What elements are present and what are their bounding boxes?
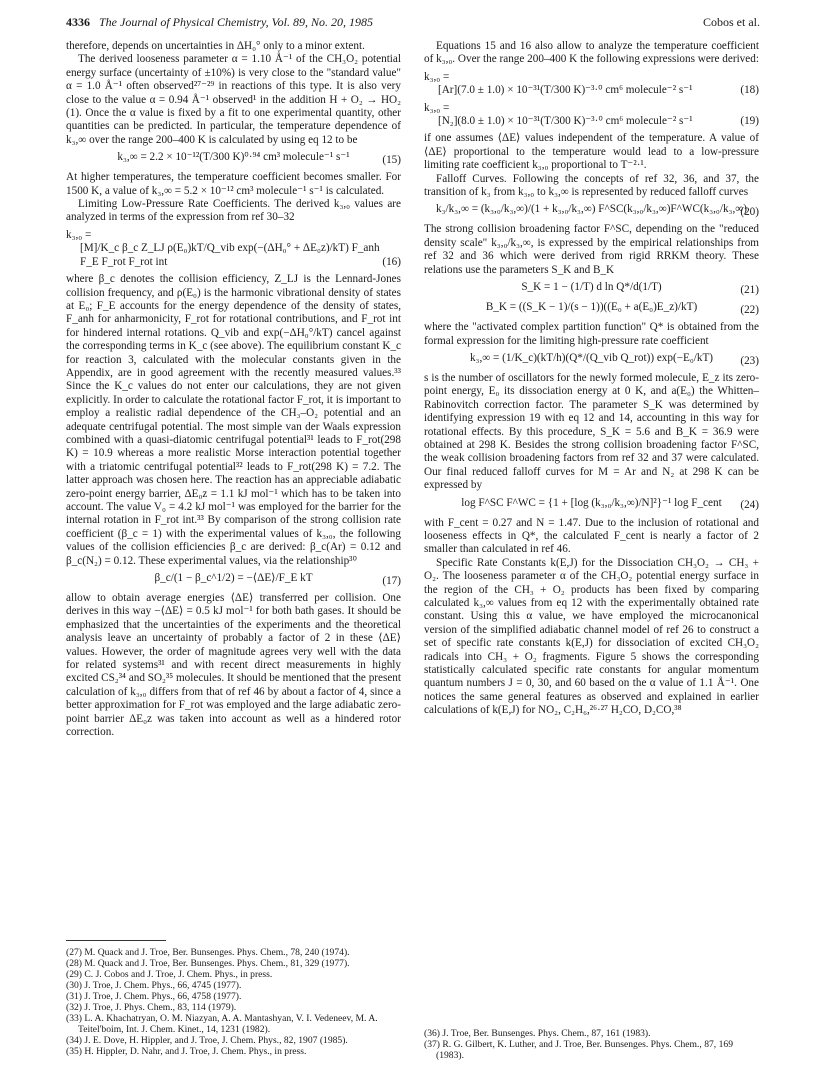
equation-19-number: (19) [740,115,759,128]
right-paragraph-6: s is the number of oscillators for the newly formed molecule, E_z its zero-point energy, E₀ its dissociation energy at 0 K, and a(E₀) the Whitten–Rabinovitch correction factor. The parameter S_K was determined by identifying expression 19 with eq 12 and 14, accounting in this way for rotational effects. By this procedure, S_K = 5.6 and B_K = 36.9 were obtained at 298 K. Besides the strong collision broadening factor F^SC, the weak collision broadening factors from ref 32 and 37 were calculated. Our final reduced falloff curves for M = Ar and N₂ at 298 K can be expressed by [424,371,759,492]
equation-16 [66,229,401,269]
reference-28: (28) M. Quack and J. Troe, Ber. Bunsenges. Phys. Chem., 81, 329 (1977). [66,958,350,969]
reference-34: (34) J. E. Dove, H. Hippler, and J. Troe, J. Chem. Phys., 82, 1907 (1985). [66,1035,348,1046]
left-references [66,940,401,1057]
equation-15-number: (15) [382,153,401,166]
right-paragraph-2: if one assumes ⟨ΔE⟩ values independent of the temperature. A value of ⟨ΔE⟩ proportional to the temperature would lead to a low-pressure limiting rate coefficient k₃,₀ proportional to T⁻²·¹. [424,132,759,172]
equation-24-number: (24) [740,499,759,512]
equation-16-body: [M]/K_c β_c Z_LJ ρ(E₀)kT/Q_vib exp(−(ΔH₀° + ΔE₀z)/kT) F_anh F_E F_rot F_rot int [80,242,380,268]
equation-23 [424,352,759,368]
left-column [66,40,401,740]
equation-20-number: (20) [740,206,759,219]
equation-18-lhs: k₃,₀ = [424,70,450,83]
right-column [424,40,759,718]
left-paragraph-3: At higher temperatures, the temperature coefficient becomes smaller. For 1500 K, a value of k₃,∞ = 5.2 × 10⁻¹² cm³ molecule⁻¹ s⁻¹ is calculated. [66,171,401,197]
equation-17-body: β_c/(1 − β_c^1/2) = −⟨ΔE⟩/F_E kT [154,572,313,585]
equation-24 [424,497,759,513]
equation-22-number: (22) [740,303,759,316]
right-paragraph-4: The strong collision broadening factor F^SC, depending on the "reduced density scale" k₃,₀/k₃,∞, is expressed by the empirical relationships from ref 32 and 36 which were derived from rigid RRKM theory. These relations use the parameters S_K and B_K [424,223,759,276]
equation-20-body: k₃/k₃,∞ = (k₃,₀/k₃,∞)/(1 + k₃,₀/k₃,∞) F^SC(k₃,₀/k₃,∞)F^WC(k₃,₀/k₃,∞) [436,203,747,216]
right-paragraph-8: Specific Rate Constants k(E,J) for the Dissociation CH₃O₂ → CH₃ + O₂. The looseness parameter α of the CH₃O₂ potential energy surface in the region of the CH₃ + O₂ products has been fixed by comparing calculated k₃,∞ values from eq 12 with the experimentally obtained rate constant. Using this α value, we have employed the microcanonical version of the simplified adiabatic channel model of ref 26 to construct a set of specific rate constants k(E,J) for dissociation of excited CH₃O₂ radicals into CH₃ + O₂ fragments. Figure 5 shows the corresponding statistically calculated specific rate constants for angular momentum quantum numbers J = 0, 30, and 60 based on the α value of 1.1 Å⁻¹. One notices the same general features as observed and explained in earlier calculations of k(E,J) for NO₂, C₂H₆,²⁶·²⁷ H₂CO, D₂CO,³⁸ [424,556,759,717]
equation-21-body: S_K = 1 − (1/T) d ln Q*/d(1/T) [521,281,662,294]
equation-16-number: (16) [382,255,401,268]
left-paragraph-6: allow to obtain average energies ⟨ΔE⟩ transferred per collision. One derives in this way −⟨ΔE⟩ = 0.5 kJ mol⁻¹ for both bath gases. It should be emphasized that the uncertainties of the experiments and the theoretical analysis leave an uncertainty of probably a factor of 2 in these ⟨ΔE⟩ values. However, the order of magnitude agrees very well with the data for related systems³¹ and with recent direct measurements in highly excited CS₂³⁴ and SO₂³⁵ molecules. It should be mentioned that the present calculation of k₃,₀ differs from that of ref 46 by about a factor of 4, since a better approximation for F_rot was employed and the large adiabatic zero-point barrier ΔE₀z was taken into account as well as a hindered rotor correction. [66,592,401,739]
reference-31: (31) J. Troe, J. Chem. Phys., 66, 4758 (1977). [66,991,242,1002]
equation-17 [66,572,401,588]
left-paragraph-5: where β_c denotes the collision efficiency, Z_LJ is the Lennard-Jones collision frequency, and ρ(E₀) is the harmonic vibrational density of states at E₀; F_E accounts for the energy dependence of the density of states, F_anh for anharmonicity, F_rot for rotational contributions, and F_rot int for hindered internal rotations. Q_vib and exp(−ΔH₀°/kT) cancel against the corresponding terms in K_c (see above). The equilibrium constant K_c for reaction 3, calculated with the molecular constants given in the Appendix, are in good agreement with the recently measured values.³³ Since the K_c values do not enter our calculations, they are not given explicitly. In order to calculate the rotational factor F_rot, it is important to employ a realistic radial dependence of the CH₃–O₂ potential and an adequate centrifugal potential. The most simple van der Waals expression combined with a quasi-diatomic centrifugal potential³¹ leads to F_rot(298 K) = 10.9 whereas a more realistic Morse interaction potential together with a triatomic centrifugal potential³² leads to F_rot(298 K) = 7.2. The latter approach was chosen here. The reaction has an appreciable adiabatic zero-point energy barrier, ΔE₀z = 1.1 kJ mol⁻¹ which has to be taken into account. The value V₀ = 4.2 kJ mol⁻¹ was employed for the barrier for the internal rotation in F_rot int.³³ By comparison of the strong collision rate coefficient (β_c = 1) with the experimental values of k₃,₀, the following values of the collision efficiencies β_c are derived: β_c(Ar) = 0.12 and β_c(N₂) = 0.12. These experimental values, via the relationship³⁰ [66,273,401,567]
page-header [66,16,760,32]
equation-17-number: (17) [382,574,401,587]
reference-37: (37) R. G. Gilbert, K. Luther, and J. Troe, Ber. Bunsenges. Phys. Chem., 87, 169 (1983). [424,1039,733,1061]
equation-15-body: k₃,∞ = 2.2 × 10⁻¹²(T/300 K)⁰·⁹⁴ cm³ molecule⁻¹ s⁻¹ [117,151,350,164]
equation-21 [424,281,759,297]
equation-16-lhs: k₃,₀ = [66,228,92,241]
reference-35: (35) H. Hippler, D. Nahr, and J. Troe, J. Chem. Phys., in press. [66,1046,307,1057]
reference-30: (30) J. Troe, J. Chem. Phys., 66, 4745 (1977). [66,980,242,991]
equation-23-body: k₃,∞ = (1/K_c)(kT/h)(Q*/(Q_vib Q_rot)) exp(−E₀/kT) [469,351,714,364]
reference-32: (32) J. Troe, J. Phys. Chem., 83, 114 (1979). [66,1002,237,1013]
equation-19 [424,102,759,129]
reference-33: (33) L. A. Khachatryan, O. M. Niazyan, A. A. Mantashyan, V. I. Vedeneev, M. A. Teitel'boim, Int. J. Chem. Kinet., 14, 1231 (1982). [66,1013,378,1035]
equation-15 [66,151,401,167]
equation-23-number: (23) [740,354,759,367]
right-paragraph-3: Falloff Curves. Following the concepts of ref 32, 36, and 37, the transition of k₃ from k₃,₀ to k₃,∞ is represented by reduced falloff curves [424,172,759,199]
left-paragraph-1: therefore, depends on uncertainties in ΔH₀° only to a minor extent. [66,40,365,52]
equation-21-number: (21) [740,283,759,296]
journal-title: The Journal of Physical Chemistry, Vol. 89, No. 20, 1985 [99,15,373,29]
reference-36: (36) J. Troe, Ber. Bunsenges. Phys. Chem., 87, 161 (1983). [424,1028,651,1039]
left-paragraph-4: Limiting Low-Pressure Rate Coefficients. The derived k₃,₀ values are analyzed in terms of the expression from ref 30–32 [66,198,401,224]
equation-18-body: [Ar](7.0 ± 1.0) × 10⁻³¹(T/300 K)⁻³·⁰ cm⁶ molecule⁻² s⁻¹ [438,84,693,97]
right-paragraph-7: with F_cent = 0.27 and N = 1.47. Due to the inclusion of rotational and looseness effects in Q*, the calculated F_cent is nearly a factor of 2 smaller than calculated in ref 46. [424,516,759,556]
reference-29: (29) C. J. Cobos and J. Troe, J. Chem. Phys., in press. [66,969,273,980]
equation-24-body: log F^SC F^WC = {1 + [log (k₃,₀/k₃,∞)/N]²}⁻¹ log F_cent [461,496,722,509]
right-paragraph-1: Equations 15 and 16 also allow to analyze the temperature coefficient of k₃,₀. Over the range 200–400 K the following expressions were derived: [424,40,759,66]
right-paragraph-5: where the "activated complex partition function" Q* is obtained from the formal expression for the limiting high-pressure rate coefficient [424,321,759,347]
left-paragraph-2: The derived looseness parameter α = 1.10 Å⁻¹ of the CH₃O₂ potential energy surface (uncertainty of ±10%) is very close to the "standard value" α = 1.0 Å⁻¹ often observed²⁷⁻²⁹ in reactions of this type. It is also very close to the value α = 0.94 Å⁻¹ observed¹ in the addition H + O₂ → HO₂ (1). Once the α value is fixed by a fit to one experimental quantity, other quantities can be predicted. In particular, the temperature dependence of k₃,∞ over the range 200–400 K is calculated by using eq 12 to be [66,53,401,146]
equation-18 [424,71,759,98]
equation-18-number: (18) [740,84,759,97]
right-references [424,1028,759,1061]
footnote-rule [66,940,166,941]
equation-22 [424,301,759,317]
equation-22-body: B_K = ((S_K − 1)/(s − 1))((E₀ + a(E₀)E_z)/kT) [485,301,698,314]
equation-19-lhs: k₃,₀ = [424,101,450,114]
page-number: 4336 [66,15,90,29]
running-authors: Cobos et al. [703,15,760,29]
reference-27: (27) M. Quack and J. Troe, Ber. Bunsenges. Phys. Chem., 78, 240 (1974). [66,947,350,958]
equation-20 [424,203,759,219]
equation-19-body: [N₂](8.0 ± 1.0) × 10⁻³¹(T/300 K)⁻³·⁰ cm⁶ molecule⁻² s⁻¹ [438,115,693,128]
